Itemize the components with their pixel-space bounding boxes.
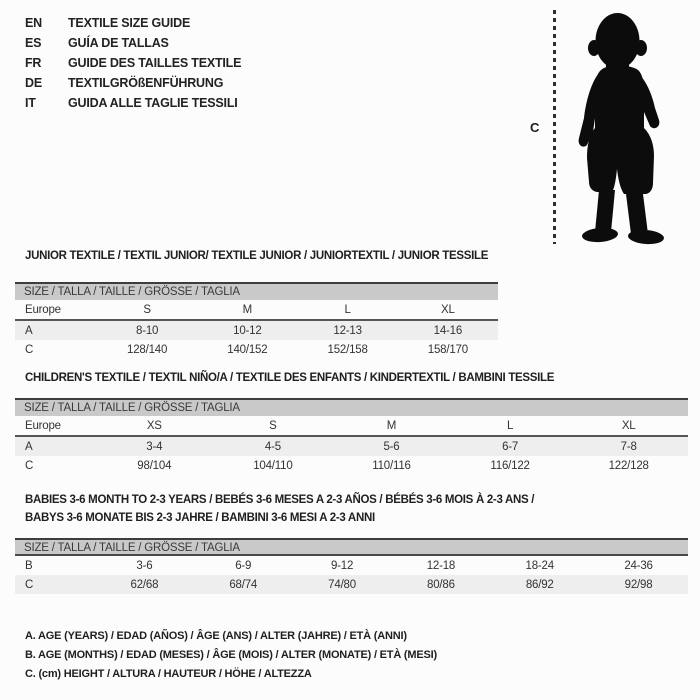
cell: 12-13 [333,324,362,337]
lang-row-en [25,13,241,33]
table-row-age [15,321,498,340]
height-measure-dashed-line [553,10,556,244]
row-label: Europe [25,303,61,316]
note-b: B. AGE (MONTHS) / EDAD (MESES) / ÂGE (MOIS) / ALTER (MONATE) / ETÀ (MESI) [25,649,437,661]
table-row-height [15,340,498,359]
row-label: C [25,578,34,591]
height-measure-label: C [530,120,540,135]
children-size-table [15,398,688,475]
cell: 110/116 [372,459,411,472]
cell: 6-9 [235,559,252,572]
children-section-title: CHILDREN'S TEXTILE / TEXTIL NIÑO/A / TEXTILE DES ENFANTS / KINDERTEXTIL / BAMBINI TESSILE [25,372,555,384]
cell: 7-8 [620,440,637,453]
cell: S [143,303,151,316]
table-row-height [15,456,688,475]
table-row-height [15,575,688,594]
lang-code: FR [25,56,42,70]
table-row-months [15,556,688,575]
lang-code: DE [25,76,42,90]
lang-code: EN [25,16,42,30]
row-label: B [25,559,33,572]
cell: 140/152 [227,343,268,356]
lang-title: TEXTILE SIZE GUIDE [68,16,191,30]
cell: 12-18 [426,559,456,572]
cell: 92/98 [624,578,653,591]
size-header-bar: SIZE / TALLA / TAILLE / GRÖSSE / TAGLIA [15,282,498,300]
cell: 68/74 [229,578,258,591]
note-c: C. (cm) HEIGHT / ALTURA / HAUTEUR / HÖHE / ALTEZZA [25,668,312,680]
cell: 14-16 [433,324,463,337]
junior-section-title: JUNIOR TEXTILE / TEXTIL JUNIOR/ TEXTILE JUNIOR / JUNIORTEXTIL / JUNIOR TESSILE [25,250,489,262]
cell: 9-12 [330,559,354,572]
legend-notes [25,630,437,687]
cell: 6-7 [502,440,519,453]
cell: XL [441,303,455,316]
cell: 158/170 [427,343,468,356]
cell: 104/110 [253,459,293,472]
cell: 80/86 [427,578,455,591]
row-label: A [25,440,33,453]
table-row-europe [15,416,688,437]
row-label: C [25,459,34,472]
cell: 4-5 [264,440,281,453]
row-label: C [25,343,34,356]
babies-size-table [15,538,688,594]
babies-section-title-line2: BABYS 3-6 MONATE BIS 2-3 JAHRE / BAMBINI 3-6 MESI A 2-3 ANNI [25,512,375,524]
cell: 24-36 [624,559,653,572]
babies-section-title-line1: BABIES 3-6 MONTH TO 2-3 YEARS / BEBÉS 3-6 MESES A 2-3 AÑOS / BÉBÉS 3-6 MOIS À 2-3 ANS / [25,494,535,506]
lang-row-it [25,93,241,113]
language-title-list [25,13,241,113]
cell: 3-4 [146,440,163,453]
cell: 128/140 [127,343,168,356]
cell: 5-6 [383,440,400,453]
lang-title: GUIDA ALLE TAGLIE TESSILI [68,96,238,110]
cell: M [386,419,397,432]
cell: 98/104 [137,459,172,472]
cell: 8-10 [136,324,159,337]
cell: L [344,303,351,316]
size-header-bar: SIZE / TALLA / TAILLE / GRÖSSE / TAGLIA [15,398,688,416]
size-header-bar: SIZE / TALLA / TAILLE / GRÖSSE / TAGLIA [15,538,688,556]
row-label: Europe [25,419,61,432]
cell: 18-24 [525,559,554,572]
lang-title: GUÍA DE TALLAS [68,36,169,50]
cell: XS [146,419,162,432]
cell: 74/80 [328,578,356,591]
cell: 122/128 [608,459,649,472]
lang-row-fr [25,53,241,73]
table-row-europe [15,300,498,321]
cell: XL [621,419,636,432]
lang-row-es [25,33,241,53]
cell: 152/158 [327,343,368,356]
cell: 62/68 [130,578,159,591]
cell: L [506,419,514,432]
lang-title: TEXTILGRÖßENFÜHRUNG [68,76,224,90]
lang-title: GUIDE DES TAILLES TEXTILE [68,56,242,70]
note-a: A. AGE (YEARS) / EDAD (AÑOS) / ÂGE (ANS) / ALTER (JAHRE) / ETÀ (ANNI) [25,630,407,642]
row-label: A [25,324,33,337]
table-row-age [15,437,688,456]
lang-code: ES [25,36,42,50]
cell: S [269,419,277,432]
junior-size-table [15,282,498,359]
cell: 86/92 [525,578,554,591]
cell: M [242,303,253,316]
cell: 116/122 [490,459,530,472]
lang-row-de [25,73,241,93]
toddler-silhouette [560,6,682,246]
cell: 3-6 [136,559,153,572]
lang-code: IT [25,96,36,110]
cell: 10-12 [233,324,262,337]
